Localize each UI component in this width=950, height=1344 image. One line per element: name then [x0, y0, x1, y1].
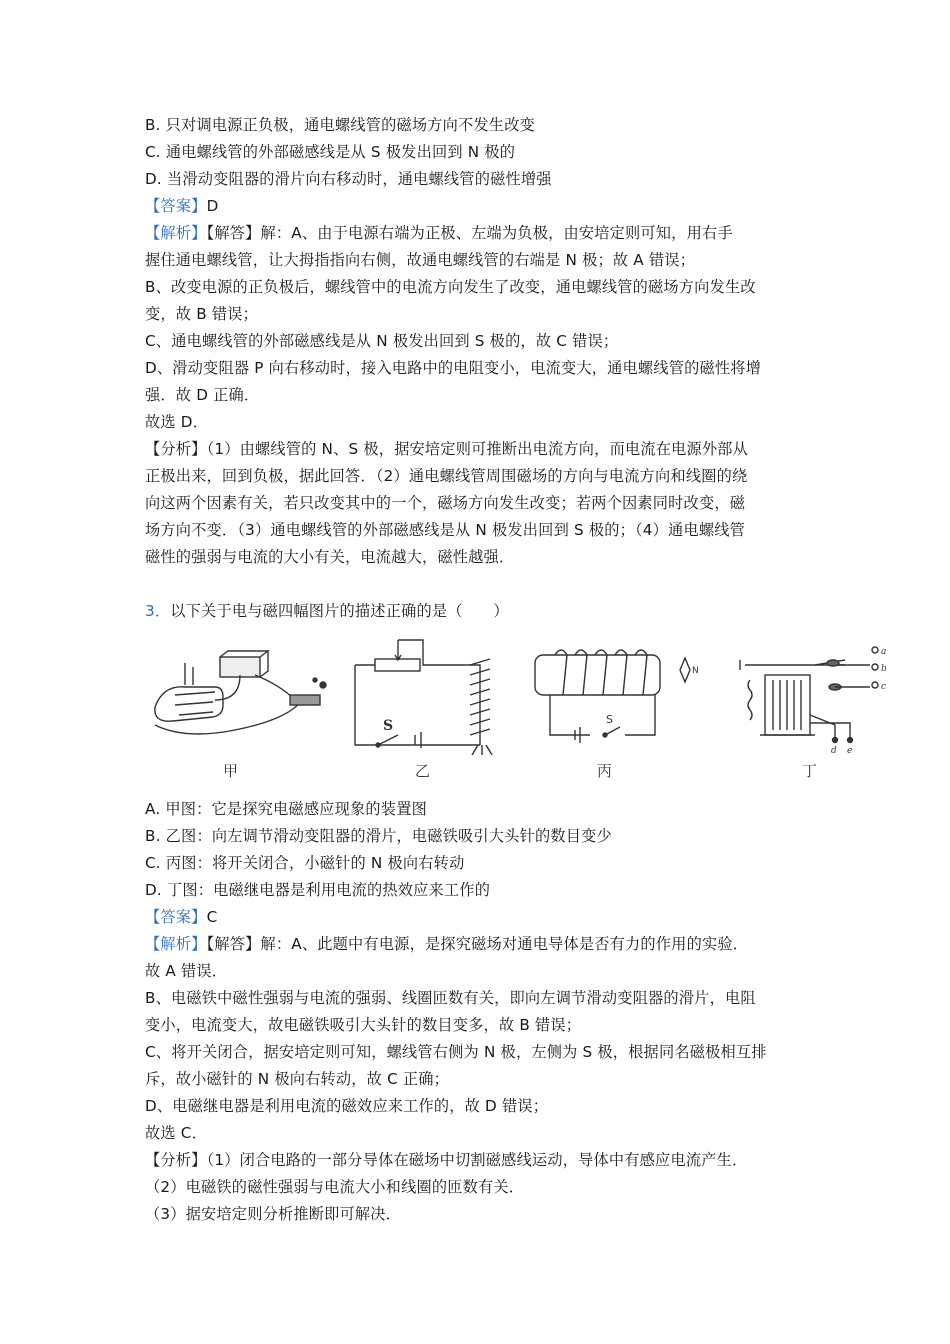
label-a: a — [881, 647, 887, 657]
analysis-line: D、滑动变阻器 P 向右移动时，接入电路中的电阻变小，电流变大，通电螺线管的磁性将增 — [145, 359, 762, 377]
caption-yi: 乙 — [415, 762, 431, 780]
analysis-line: （2）电磁铁的磁性强弱与电流大小和线圈的匝数有关． — [145, 1178, 525, 1196]
question3-figures — [145, 635, 895, 785]
option-d: D. 当滑动变阻器的滑片向右移动时，通电螺线管的磁性增强 — [145, 170, 552, 188]
answer-value: D — [206, 197, 219, 215]
caption-bing: 丙 — [597, 762, 613, 780]
analysis-line: 场方向不变．（3）通电螺线管的外部磁感线是从 N 极发出回到 S 极的；（4）通电螺线管 — [145, 521, 745, 539]
analysis-line: （3）据安培定则分析推断即可解决． — [145, 1205, 402, 1223]
option-c: C. 通电螺线管的外部磁感线是从 S 极发出回到 N 极的 — [145, 143, 516, 161]
option-b: B. 只对调电源正负极，通电螺线管的磁场方向不发生改变 — [145, 116, 535, 134]
answer-line — [145, 193, 810, 220]
label-s-yi: S — [383, 718, 394, 734]
analysis-line: D、电磁继电器是利用电流的磁效应来工作的，故 D 错误； — [145, 1097, 549, 1115]
label-s-bing: S — [606, 713, 613, 726]
figure-jia — [145, 635, 335, 755]
analysis-line: 正极出来，回到负极，据此回答．（2）通电螺线管周围磁场的方向与电流方向和线圈的绕 — [145, 467, 748, 485]
analysis-line: 故选 C． — [145, 1124, 207, 1142]
analysis-line: 向这两个因素有关，若只改变其中的一个，磁场方向发生改变；若两个因素同时改变，磁 — [145, 494, 746, 512]
analysis-tag: 【解析】 — [145, 224, 207, 242]
analysis-first-line — [145, 931, 810, 958]
analysis-line: C、将开关闭合，据安培定则可知，螺线管右侧为 N 极，左侧为 S 极，根据同名磁极相互排 — [145, 1043, 767, 1061]
figure-yi — [350, 635, 510, 755]
analysis-line: 变，故 B 错误； — [145, 305, 258, 323]
label-b: b — [881, 664, 887, 674]
label-d: d — [831, 746, 837, 755]
analysis-line: 【分析】（1）由螺线管的 N、S 极，据安培定则可推断出电流方向，而电流在电源外部从 — [145, 440, 749, 458]
analysis-line: 变小，电流变大，故电磁铁吸引大头针的数目变多，故 B 错误； — [145, 1016, 582, 1034]
analysis-line: B、电磁铁中磁性强弱与电流的强弱、线圈匝数有关，即向左调节滑动变阻器的滑片，电阻 — [145, 989, 756, 1007]
option-a: A. 甲图：它是探究电磁感应现象的装置图 — [145, 800, 427, 818]
figure-bing — [530, 635, 720, 755]
option-b: B. 乙图：向左调节滑动变阻器的滑片，电磁铁吸引大头针的数目变少 — [145, 827, 612, 845]
analysis-first-line — [145, 220, 810, 247]
option-d: D. 丁图：电磁继电器是利用电流的热效应来工作的 — [145, 881, 491, 899]
analysis-line: B、改变电源的正负极后，螺线管中的电流方向发生了改变，通电螺线管的磁场方向发生改 — [145, 278, 756, 296]
option-c: C. 丙图：将开关闭合，小磁针的 N 极向右转动 — [145, 854, 465, 872]
label-e: e — [847, 746, 853, 755]
answer-tag: 【答案】 — [145, 908, 207, 926]
analysis-line: 【分析】（1）闭合电路的一部分导体在磁场中切割磁感线运动，导体中有感应电流产生． — [145, 1151, 748, 1169]
caption-jia: 甲 — [223, 762, 239, 780]
analysis-text: 【解答】解：A、由于电源右端为正极、左端为负极，由安培定则可知，用右手 — [206, 224, 733, 242]
answer-value: C — [206, 908, 218, 926]
caption-ding: 丁 — [802, 762, 818, 780]
label-c: c — [881, 682, 887, 692]
analysis-line: 斥，故小磁针的 N 极向右转动，故 C 正确； — [145, 1070, 450, 1088]
answer-tag: 【答案】 — [145, 197, 207, 215]
question3-body — [145, 796, 810, 1228]
question-text: 以下关于电与磁四幅图片的描述正确的是（ ） — [170, 602, 509, 620]
answer-line — [145, 904, 810, 931]
figure-ding — [735, 635, 895, 755]
analysis-line: 磁性的强弱与电流的大小有关，电流越大，磁性越强． — [145, 548, 515, 566]
analysis-tag: 【解析】 — [145, 935, 207, 953]
analysis-line: 强．故 D 正确． — [145, 386, 260, 404]
label-n-bing: N — [692, 666, 699, 676]
question3-stem — [145, 598, 810, 625]
analysis-line: C、通电螺线管的外部磁感线是从 N 极发出回到 S 极的，故 C 错误； — [145, 332, 619, 350]
analysis-line: 故 A 错误． — [145, 962, 228, 980]
analysis-line: 握住通电螺线管，让大拇指指向右侧，故通电螺线管的右端是 N 极；故 A 错误； — [145, 251, 696, 269]
analysis-text: 【解答】解：A、此题中有电源，是探究磁场对通电导体是否有力的作用的实验． — [206, 935, 749, 953]
question2-tail — [145, 112, 810, 571]
question-number: 3． — [145, 602, 171, 620]
analysis-line: 故选 D． — [145, 413, 209, 431]
